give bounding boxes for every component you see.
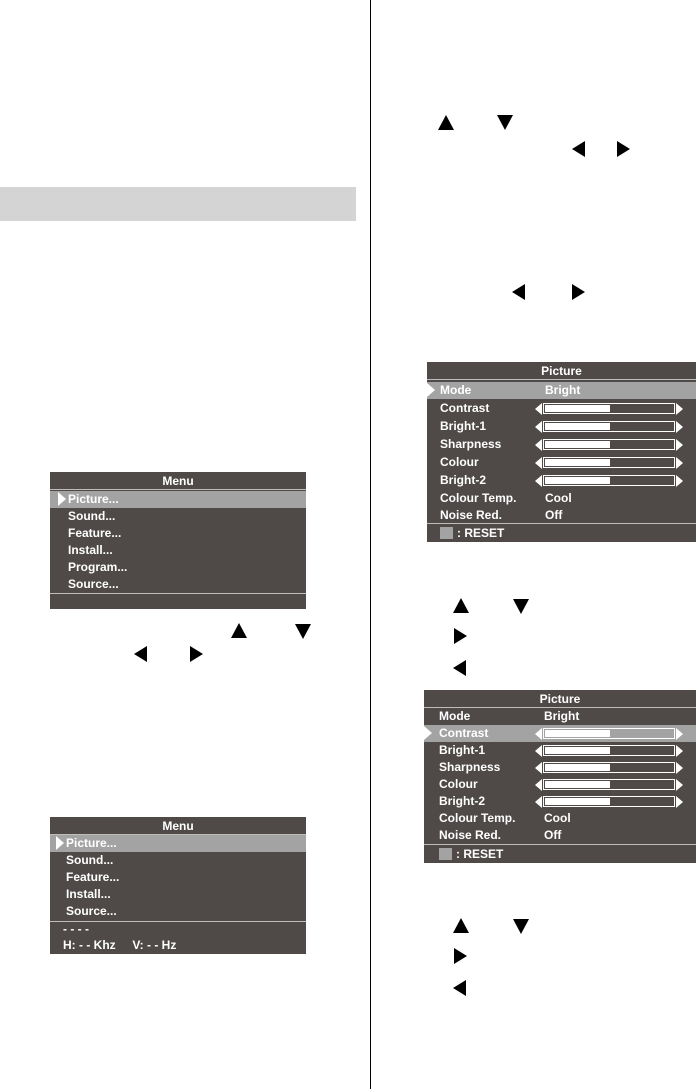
slider-fill	[545, 781, 610, 788]
menu-item-install[interactable]	[50, 542, 306, 559]
right-arrow-icon	[190, 646, 203, 662]
bright-1-slider[interactable]	[535, 742, 683, 759]
sharpness-label: Sharpness	[439, 760, 501, 774]
selection-pointer-icon	[56, 836, 64, 850]
left-arrow-icon	[453, 980, 466, 996]
left-arrow-icon	[572, 141, 585, 157]
reset-hint	[424, 845, 696, 863]
mode-label: Mode	[440, 383, 472, 397]
colour-label: Colour	[440, 455, 479, 469]
menu-item-sound[interactable]	[50, 508, 306, 525]
bright-1-label: Bright-1	[439, 743, 485, 757]
slider-left-icon[interactable]	[535, 745, 542, 757]
menu-item-label: Sound...	[68, 509, 116, 523]
slider-left-icon[interactable]	[535, 728, 542, 740]
menu-item-picture[interactable]	[50, 835, 306, 852]
bright-2-slider[interactable]	[535, 793, 683, 810]
menu-item-label: Sound...	[66, 853, 114, 867]
selection-pointer-icon	[427, 383, 435, 397]
contrast-slider[interactable]	[535, 400, 683, 417]
picture-row-noise-red[interactable]	[424, 827, 696, 844]
menu-item-feature[interactable]	[50, 869, 306, 886]
slider-fill	[545, 764, 610, 771]
sharpness-slider[interactable]	[535, 759, 683, 776]
slider-fill	[545, 441, 610, 448]
menu-item-label: Install...	[66, 887, 111, 901]
slider-left-icon[interactable]	[535, 403, 542, 415]
menu-item-install[interactable]	[50, 886, 306, 903]
up-arrow-icon	[438, 115, 454, 130]
menu-item-source[interactable]	[50, 576, 306, 593]
contrast-slider[interactable]	[535, 725, 683, 742]
picture-row-mode[interactable]	[427, 382, 696, 399]
down-arrow-icon	[295, 624, 311, 639]
slider-right-icon[interactable]	[676, 779, 683, 791]
sharpness-slider[interactable]	[535, 436, 683, 453]
picture-row-colour-temp[interactable]	[424, 810, 696, 827]
right-arrow-icon	[454, 948, 467, 964]
picture-row-colour[interactable]	[427, 454, 696, 471]
menu-item-label: Feature...	[68, 526, 122, 540]
slider-left-icon[interactable]	[535, 475, 542, 487]
picture-row-sharpness[interactable]	[427, 436, 696, 453]
menu-title: Menu	[50, 817, 306, 835]
slider-fill	[545, 405, 610, 412]
left-arrow-icon	[134, 646, 147, 662]
picture-menu-osd-contrast	[424, 690, 696, 863]
slider-left-icon[interactable]	[535, 457, 542, 469]
menu-item-label: Install...	[68, 543, 113, 557]
up-arrow-icon	[453, 598, 469, 613]
menu-item-label: Picture...	[68, 492, 119, 506]
slider-right-icon[interactable]	[676, 421, 683, 433]
up-arrow-icon	[453, 918, 469, 933]
down-arrow-icon	[497, 115, 513, 130]
section-heading-bar	[0, 187, 356, 221]
slider-fill	[545, 730, 610, 737]
bright-2-label: Bright-2	[440, 473, 486, 487]
down-arrow-icon	[513, 919, 529, 934]
slider-right-icon[interactable]	[676, 796, 683, 808]
reset-label: : RESET	[457, 526, 505, 540]
colour-temp-value: Cool	[544, 811, 571, 825]
left-arrow-icon	[512, 284, 525, 300]
selection-pointer-icon	[58, 492, 66, 506]
menu-item-label: Picture...	[66, 836, 117, 850]
slider-fill	[545, 423, 610, 430]
bright-2-label: Bright-2	[439, 794, 485, 808]
frequency-readout: H: - - Khz V: - - Hz	[63, 938, 177, 952]
slider-right-icon[interactable]	[676, 728, 683, 740]
slider-fill	[545, 477, 610, 484]
menu-title: Menu	[50, 472, 306, 490]
picture-row-bright-2[interactable]	[427, 472, 696, 489]
contrast-label: Contrast	[440, 401, 490, 415]
bright-2-slider[interactable]	[535, 472, 683, 489]
colour-slider[interactable]	[535, 776, 683, 793]
menu-item-picture[interactable]	[50, 491, 306, 508]
menu-item-program[interactable]	[50, 559, 306, 576]
up-arrow-icon	[231, 623, 247, 638]
menu-item-label: Source...	[66, 904, 117, 918]
slider-right-icon[interactable]	[676, 475, 683, 487]
picture-menu-osd	[427, 362, 696, 542]
slider-left-icon[interactable]	[535, 779, 542, 791]
bright-1-slider[interactable]	[535, 418, 683, 435]
slider-fill	[545, 459, 610, 466]
slider-left-icon[interactable]	[535, 421, 542, 433]
menu-item-label: Feature...	[66, 870, 120, 884]
picture-row-contrast[interactable]	[427, 400, 696, 417]
reset-key-icon	[439, 848, 452, 860]
noise-red-label: Noise Red.	[439, 828, 502, 842]
menu-item-feature[interactable]	[50, 525, 306, 542]
main-menu-osd	[50, 472, 306, 609]
slider-left-icon[interactable]	[535, 439, 542, 451]
slider-left-icon[interactable]	[535, 796, 542, 808]
picture-row-bright-1[interactable]	[424, 742, 696, 759]
signal-status: - - - -	[63, 922, 89, 936]
mode-label: Mode	[439, 709, 471, 723]
colour-label: Colour	[439, 777, 478, 791]
colour-temp-label: Colour Temp.	[440, 491, 517, 505]
noise-red-label: Noise Red.	[440, 508, 503, 522]
left-arrow-icon	[453, 660, 466, 676]
slider-right-icon[interactable]	[676, 403, 683, 415]
slider-left-icon[interactable]	[535, 762, 542, 774]
picture-row-colour-temp[interactable]	[427, 490, 696, 507]
menu-item-sound[interactable]	[50, 852, 306, 869]
right-arrow-icon	[572, 284, 585, 300]
slider-right-icon[interactable]	[676, 439, 683, 451]
reset-label: : RESET	[456, 847, 504, 861]
slider-right-icon[interactable]	[676, 762, 683, 774]
mode-value: Bright	[544, 709, 580, 723]
menu-item-label: Program...	[68, 560, 128, 574]
column-divider	[370, 0, 371, 1089]
right-arrow-icon	[454, 628, 467, 644]
selection-pointer-icon	[424, 726, 432, 740]
menu-item-source[interactable]	[50, 903, 306, 920]
colour-temp-label: Colour Temp.	[439, 811, 516, 825]
picture-row-sharpness[interactable]	[424, 759, 696, 776]
contrast-label: Contrast	[439, 726, 489, 740]
picture-row-bright-2[interactable]	[424, 793, 696, 810]
sharpness-label: Sharpness	[440, 437, 502, 451]
colour-slider[interactable]	[535, 454, 683, 471]
picture-row-mode[interactable]	[424, 708, 696, 725]
slider-fill	[545, 747, 610, 754]
menu-separator	[50, 593, 306, 594]
right-arrow-icon	[617, 141, 630, 157]
main-menu-osd-no-signal	[50, 817, 306, 954]
reset-key-icon	[440, 527, 453, 539]
colour-temp-value: Cool	[545, 491, 572, 505]
noise-red-value: Off	[545, 508, 563, 522]
noise-red-value: Off	[544, 828, 562, 842]
slider-fill	[545, 798, 610, 805]
picture-title: Picture	[427, 362, 696, 380]
slider-right-icon[interactable]	[676, 457, 683, 469]
menu-item-label: Source...	[68, 577, 119, 591]
picture-row-contrast[interactable]	[424, 725, 696, 742]
reset-hint	[427, 524, 696, 542]
picture-row-bright-1[interactable]	[427, 418, 696, 435]
slider-right-icon[interactable]	[676, 745, 683, 757]
mode-value: Bright	[545, 383, 581, 397]
picture-row-colour[interactable]	[424, 776, 696, 793]
down-arrow-icon	[513, 599, 529, 614]
bright-1-label: Bright-1	[440, 419, 486, 433]
picture-title: Picture	[424, 690, 696, 708]
picture-row-noise-red[interactable]	[427, 507, 696, 524]
